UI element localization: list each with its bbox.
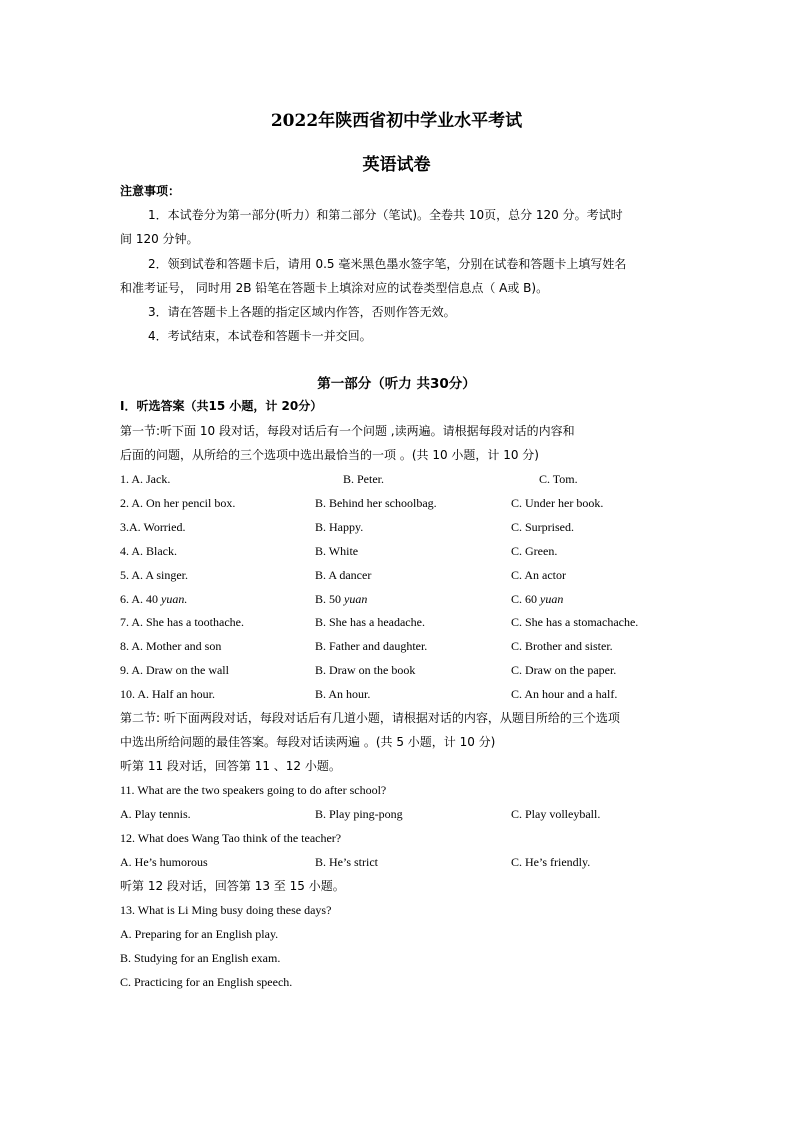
question-3-option-b: B. Happy. — [315, 520, 364, 534]
question-5-option-b: B. A dancer — [315, 568, 372, 582]
question-11-option-c: C. Play volleyball. — [511, 807, 601, 821]
question-3-option-a: 3.A. Worried. — [120, 520, 186, 534]
section1-intro: 第一节:听下面 10 段对话，每段对话后有一个问题 ,读两遍。请根据每段对话的内容和 — [120, 424, 575, 438]
notice-item: 4．考试结束，本试卷和答题卡一并交回。 — [148, 329, 372, 343]
dialog-12-note: 听第 12 段对话，回答第 13 至 15 小题。 — [120, 879, 345, 893]
question-7-option-c: C. She has a stomachache. — [511, 615, 639, 629]
question-1-option-a: 1. A. Jack. — [120, 472, 171, 486]
question-2-option-b: B. Behind her schoolbag. — [315, 496, 437, 510]
question-12-option-b: B. He’s strict — [315, 855, 378, 869]
section2-intro: 中选出所给问题的最佳答案。每段对话读两遍 。(共 5 小题，计 10 分) — [120, 735, 496, 749]
notice-item: 和准考证号， 同时用 2B 铅笔在答题卡上填涂对应的试卷类型信息点（ A或 B)。 — [120, 281, 549, 295]
question-4-option-b: B. White — [315, 544, 359, 558]
section1-intro: 后面的问题，从所给的三个选项中选出最恰当的一项 。(共 10 小题，计 10 分) — [120, 448, 539, 462]
currency-unit: yuan. — [161, 592, 188, 606]
exam-subtitle: 英语试卷 — [362, 155, 431, 175]
question-9-option-b: B. Draw on the book — [315, 663, 416, 677]
notice-item: 2．领到试卷和答题卡后，请用 0.5 毫米黑色墨水签字笔，分别在试卷和答题卡上填写姓名 — [148, 257, 627, 271]
question-11-option-b: B. Play ping-pong — [315, 807, 403, 821]
question-7-option-b: B. She has a headache. — [315, 615, 425, 629]
question-2-option-a: 2. A. On her pencil box. — [120, 496, 236, 510]
question-11: 11. What are the two speakers going to do after school? — [120, 783, 387, 797]
question-5-option-c: C. An actor — [511, 568, 566, 582]
question-6-option-c — [511, 591, 563, 607]
notice-item: 1．本试卷分为第一部分(听力）和第二部分（笔试)。全卷共 10页，总分 120 分。考试时 — [148, 208, 623, 222]
question-11-option-a: A. Play tennis. — [120, 807, 191, 821]
question-3-option-c: C. Surprised. — [511, 520, 574, 534]
question-10-option-a: 10. A. Half an hour. — [120, 687, 215, 701]
option-text: C. 60 — [511, 592, 538, 606]
part1-heading: 第一部分（听力 共30分） — [317, 376, 476, 392]
question-13-option-a: A. Preparing for an English play. — [120, 927, 279, 941]
question-2-option-c: C. Under her book. — [511, 496, 604, 510]
question-13-option-c: C. Practicing for an English speech. — [120, 975, 293, 989]
notice-item: 3．请在答题卡上各题的指定区域内作答，否则作答无效。 — [148, 305, 456, 319]
option-text: 6. A. 40 — [120, 592, 159, 606]
question-13: 13. What is Li Ming busy doing these days? — [120, 903, 332, 917]
question-12-option-c: C. He’s friendly. — [511, 855, 591, 869]
currency-unit: yuan — [344, 592, 368, 606]
question-6-option-a — [120, 591, 187, 607]
question-8-option-c: C. Brother and sister. — [511, 639, 613, 653]
question-4-option-c: C. Green. — [511, 544, 558, 558]
notice-item: 间 120 分钟。 — [120, 232, 199, 246]
question-9-option-a: 9. A. Draw on the wall — [120, 663, 229, 677]
exam-title: 2022年陕西省初中学业水平考试 — [270, 111, 523, 131]
question-9-option-c: C. Draw on the paper. — [511, 663, 617, 677]
question-8-option-b: B. Father and daughter. — [315, 639, 428, 653]
question-12: 12. What does Wang Tao think of the teacher? — [120, 831, 342, 845]
question-10-option-b: B. An hour. — [315, 687, 371, 701]
question-13-option-b: B. Studying for an English exam. — [120, 951, 281, 965]
question-7-option-a: 7. A. She has a toothache. — [120, 615, 244, 629]
question-5-option-a: 5. A. A singer. — [120, 568, 189, 582]
dialog-11-note: 听第 11 段对话，回答第 11 、12 小题。 — [120, 759, 341, 773]
question-1-option-b: B. Peter. — [343, 472, 384, 486]
question-12-option-a: A. He’s humorous — [120, 855, 208, 869]
section2-intro: 第二节: 听下面两段对话，每段对话后有几道小题，请根据对话的内容，从题目所给的三个选项 — [120, 711, 620, 725]
question-8-option-a: 8. A. Mother and son — [120, 639, 222, 653]
section-heading: I．听选答案（共15 小题，计 20分） — [120, 399, 323, 413]
question-10-option-c: C. An hour and a half. — [511, 687, 618, 701]
notice-heading: 注意事项： — [120, 184, 181, 198]
question-6-option-b — [315, 591, 367, 607]
option-text: B. 50 — [315, 592, 342, 606]
question-1-option-c: C. Tom. — [539, 472, 578, 486]
question-4-option-a: 4. A. Black. — [120, 544, 177, 558]
currency-unit: yuan — [540, 592, 564, 606]
